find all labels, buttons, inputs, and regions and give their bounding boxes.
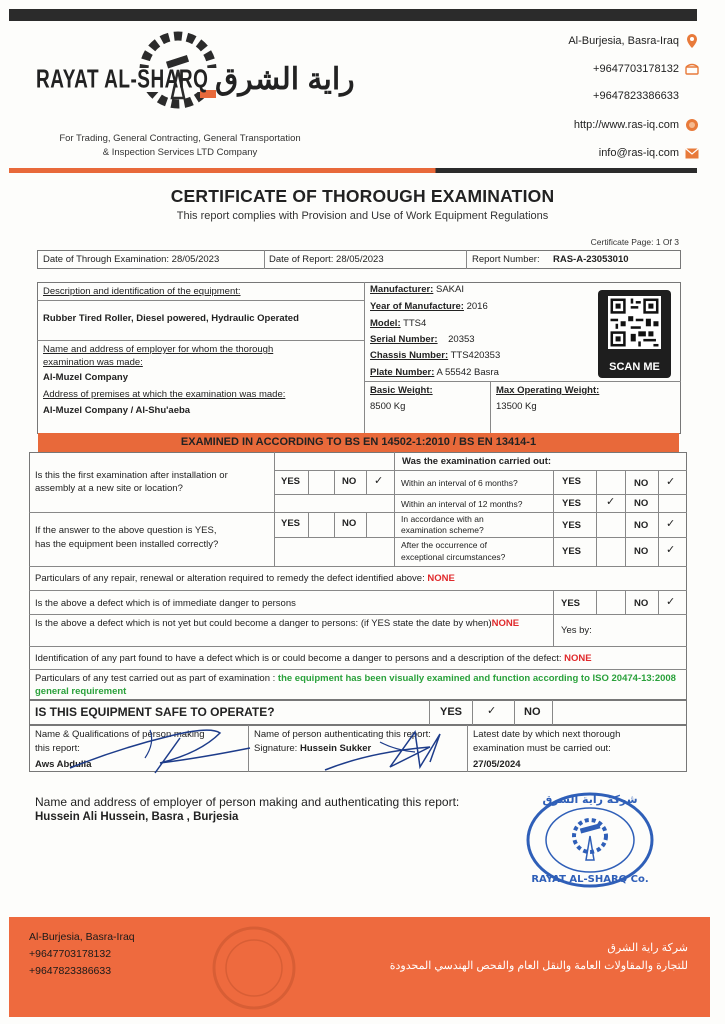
divider: [553, 614, 554, 646]
identification-label: Identification of any part found to have a defect which is or could become a danger to persons and a description of the defect:: [35, 653, 562, 664]
q2-no-label: NO: [342, 518, 357, 529]
exceptional-2: exceptional circumstances?: [401, 552, 506, 562]
divider: [29, 512, 394, 513]
divider: [553, 470, 554, 566]
maker-signature: [60, 718, 260, 778]
chassis-value: TTS420353: [450, 350, 501, 361]
auth-sig-label: Signature:: [254, 743, 298, 754]
c3-no-label: NO: [634, 520, 649, 531]
divider: [37, 340, 364, 341]
description-label: Description and identification of the equipment:: [43, 286, 241, 297]
divider: [366, 512, 367, 537]
next-exam-date: 27/05/2024: [473, 759, 521, 770]
max-weight-label: Max Operating Weight:: [496, 385, 600, 396]
installed-question-1: If the answer to the above question is YES,: [35, 525, 217, 536]
contact-email[interactable]: [599, 146, 699, 160]
divider: [394, 494, 687, 495]
contact-website[interactable]: [574, 118, 699, 132]
plate-label: Plate Number:: [370, 367, 435, 378]
manufacturer-row: [370, 284, 464, 295]
phone-1-text: +9647703178132: [593, 63, 679, 75]
divider: [308, 512, 309, 537]
interval-6-months: Within an interval of 6 months?: [401, 478, 518, 488]
divider: [552, 700, 553, 725]
divider: [29, 590, 687, 591]
basic-weight-value: 8500 Kg: [370, 401, 406, 412]
address-text: Al-Burjesia, Basra-Iraq: [568, 35, 679, 47]
footer-phone-1: +9647703178132: [29, 948, 112, 960]
q1-no-label: NO: [342, 476, 357, 487]
c2-yes-checkmark-icon: ✓: [606, 496, 616, 508]
first-exam-question: Is this the first examination after installation or assembly at a new site or location?: [35, 470, 228, 494]
divider: [658, 470, 659, 566]
future-danger-question: Is the above a defect which is not yet but could become a danger to persons: (if YES state the date by when): [35, 618, 492, 629]
test-value: the equipment has been visually examined and function according to ISO 20474-13:2008 general requirement: [35, 673, 676, 697]
c2-yes-label: YES: [562, 498, 582, 509]
basic-weight-label: Basic Weight:: [370, 385, 433, 396]
divider: [553, 590, 554, 614]
divider: [490, 381, 491, 433]
divider: [394, 512, 687, 513]
website-link[interactable]: http://www.ras-iq.com: [573, 119, 679, 131]
tagline-line-2: & Inspection Services LTD Company: [102, 147, 258, 158]
divider: [394, 470, 687, 471]
plate-row: [370, 367, 499, 378]
auth-signature: [320, 722, 470, 777]
interval-12-months: Within an interval of 12 months?: [401, 499, 523, 509]
contact-phone-2: [593, 90, 679, 102]
header-divider: [9, 168, 697, 173]
contact-phone-1: [593, 62, 699, 76]
employer-label-2: examination was made:: [43, 357, 143, 368]
tagline-line-1: For Trading, General Contracting, General Transportation: [59, 133, 301, 144]
installed-question-2: has the equipment been installed correctly?: [35, 539, 219, 550]
divider: [274, 494, 394, 495]
description-value: Rubber Tired Roller, Diesel powered, Hydraulic Operated: [43, 313, 299, 324]
danger-yes-label: YES: [561, 598, 581, 609]
report-number-label: Report Number:: [472, 254, 540, 265]
danger-no-label: NO: [634, 598, 649, 609]
next-exam-label-1: Latest date by which next thorough: [473, 729, 621, 740]
repair-value: NONE: [427, 573, 455, 584]
c1-no-label: NO: [634, 478, 649, 489]
divider: [364, 381, 681, 382]
divider: [29, 646, 687, 647]
divider: [29, 566, 687, 567]
employer-label-1: Name and address of employer for whom the thorough: [43, 344, 274, 355]
report-number: RAS-A-23053010: [553, 254, 629, 265]
c4-no-checkmark-icon: ✓: [666, 544, 676, 556]
footer-contact: [29, 929, 135, 980]
divider: [596, 590, 597, 614]
footer-arabic-1: شركة راية الشرق: [607, 942, 688, 954]
email-link[interactable]: info@ras-iq.com: [598, 147, 679, 159]
model-value: TTS4: [403, 318, 427, 329]
employer-auth-value: Hussein Ali Hussein, Basra , Burjesia: [35, 811, 239, 823]
immediate-danger-question: Is the above a defect which is of immediate danger to persons: [35, 598, 296, 609]
footer-address: Al-Burjesia, Basra-Iraq: [29, 931, 135, 943]
divider: [658, 590, 659, 614]
year-value: 2016: [466, 301, 488, 312]
divider: [29, 669, 687, 670]
phone-2-text: +9647823386633: [593, 90, 679, 102]
repair-row: [35, 573, 455, 584]
top-bar: [9, 9, 697, 21]
premises-label: Address of premises at which the examination was made:: [43, 389, 286, 400]
divider: [334, 470, 335, 494]
model-row: [370, 318, 426, 329]
premises-value: Al-Muzel Company / Al-Shu'aeba: [43, 405, 191, 416]
manufacturer-label: Manufacturer:: [370, 284, 434, 295]
identification-row: [35, 653, 592, 664]
footer-phone-2: +9647823386633: [29, 965, 112, 977]
test-label: Particulars of any test carried out as part of examination :: [35, 673, 276, 684]
q2-yes-label: YES: [281, 518, 301, 529]
c4-yes-label: YES: [562, 546, 582, 557]
divider: [466, 250, 467, 269]
tagline: [30, 132, 330, 160]
auth-label: Name of person authenticating this report:: [254, 729, 431, 740]
footer-watermark-logo: [199, 923, 309, 1013]
c4-no-label: NO: [634, 546, 649, 557]
test-row: [35, 672, 680, 698]
globe-icon: [685, 118, 699, 132]
divider: [29, 614, 687, 615]
standards-banner: EXAMINED IN ACCORDING TO BS EN 14502-1:2010 / BS EN 13414-1: [38, 433, 679, 452]
divider: [308, 470, 309, 494]
company-stamp: [524, 788, 656, 888]
divider: [334, 512, 335, 537]
safe-question: IS THIS EQUIPMENT SAFE TO OPERATE?: [35, 705, 275, 719]
footer-arabic: [390, 939, 688, 975]
footer: [9, 917, 710, 1017]
safe-yes-checkmark-icon: ✓: [487, 705, 497, 717]
qr-code-badge[interactable]: [598, 290, 671, 378]
c2-no-label: NO: [634, 498, 649, 509]
divider: [472, 700, 473, 725]
divider: [364, 282, 365, 433]
footer-arabic-2: للتجارة والمقاولات العامة والنقل العام والفحص الهندسي المحدودة: [389, 960, 688, 972]
yes-by-label: Yes by:: [561, 625, 592, 636]
employer-auth-label: Name and address of employer of person making and authenticating this report:: [35, 795, 460, 809]
maker-label-2: this report:: [35, 743, 80, 754]
manufacturer-value: SAKAI: [435, 284, 464, 295]
location-pin-icon: [685, 34, 699, 48]
contact-address: [568, 34, 699, 48]
divider: [514, 700, 515, 725]
serial-row: [370, 334, 475, 345]
divider: [625, 590, 626, 614]
phone-icon: [685, 62, 699, 76]
plate-value: A 55542 Basra: [436, 367, 499, 378]
next-exam-label-2: examination must be carried out:: [473, 743, 611, 754]
exam-scheme-2: examination scheme?: [401, 525, 484, 535]
future-danger-row: [35, 617, 550, 630]
envelope-icon: [685, 146, 699, 160]
divider: [37, 300, 364, 301]
divider: [596, 470, 597, 566]
divider: [274, 537, 394, 538]
future-danger-value: NONE: [491, 618, 520, 629]
c3-yes-label: YES: [562, 520, 582, 531]
logo-text-en: RAYAT AL-SHARQ: [36, 66, 209, 95]
year-row: [370, 301, 488, 312]
q1-yes-label: YES: [281, 476, 301, 487]
safe-no-label: NO: [524, 706, 541, 718]
chassis-row: [370, 350, 500, 361]
identification-value: NONE: [564, 653, 592, 664]
stamp-top-text: شركة راية الشرق: [542, 793, 638, 806]
exam-scheme-1: In accordance with an: [401, 514, 484, 524]
serial-value: 20353: [448, 334, 475, 345]
maker-name: Aws Abdulla: [35, 759, 92, 770]
model-label: Model:: [370, 318, 401, 329]
maker-label-1: Name & Qualifications of person making: [35, 729, 205, 740]
auth-name: Hussein Sukker: [299, 743, 372, 754]
date-of-examination: Date of Through Examination: 28/05/2023: [43, 254, 220, 265]
repair-label: Particulars of any repair, renewal or alteration required to remedy the defect identified above:: [35, 573, 425, 584]
year-label: Year of Manufacture:: [370, 301, 464, 312]
c1-no-checkmark-icon: ✓: [666, 476, 676, 488]
divider: [264, 250, 265, 269]
c1-yes-label: YES: [562, 476, 582, 487]
certificate-title: CERTIFICATE OF THOROUGH EXAMINATION: [170, 186, 555, 206]
qr-scan-label: SCAN ME: [609, 361, 660, 373]
exceptional-1: After the occurrence of: [401, 540, 487, 550]
safe-yes-label: YES: [440, 706, 463, 718]
certificate-page: Certificate Page: 1 Of 3: [590, 237, 679, 247]
certificate-subtitle: This report complies with Provision and Use of Work Equipment Regulations: [176, 210, 549, 222]
logo-text-ar: راية الشرق: [215, 63, 355, 96]
date-of-report: Date of Report: 28/05/2023: [269, 254, 384, 265]
qr-code-icon: [608, 296, 661, 349]
carried-out-title: Was the examination carried out:: [402, 456, 552, 467]
divider: [394, 537, 687, 538]
divider: [366, 470, 367, 494]
employer-value: Al-Muzel Company: [43, 372, 128, 383]
divider: [625, 470, 626, 566]
stamp-bottom-text: RAYAT AL-SHARQ Co.: [531, 874, 649, 885]
max-weight-value: 13500 Kg: [496, 401, 537, 412]
q1-no-checkmark-icon: ✓: [374, 475, 384, 487]
c3-no-checkmark-icon: ✓: [666, 518, 676, 530]
serial-label: Serial Number:: [370, 334, 438, 345]
danger-no-checkmark-icon: ✓: [666, 596, 676, 608]
chassis-label: Chassis Number:: [370, 350, 449, 361]
